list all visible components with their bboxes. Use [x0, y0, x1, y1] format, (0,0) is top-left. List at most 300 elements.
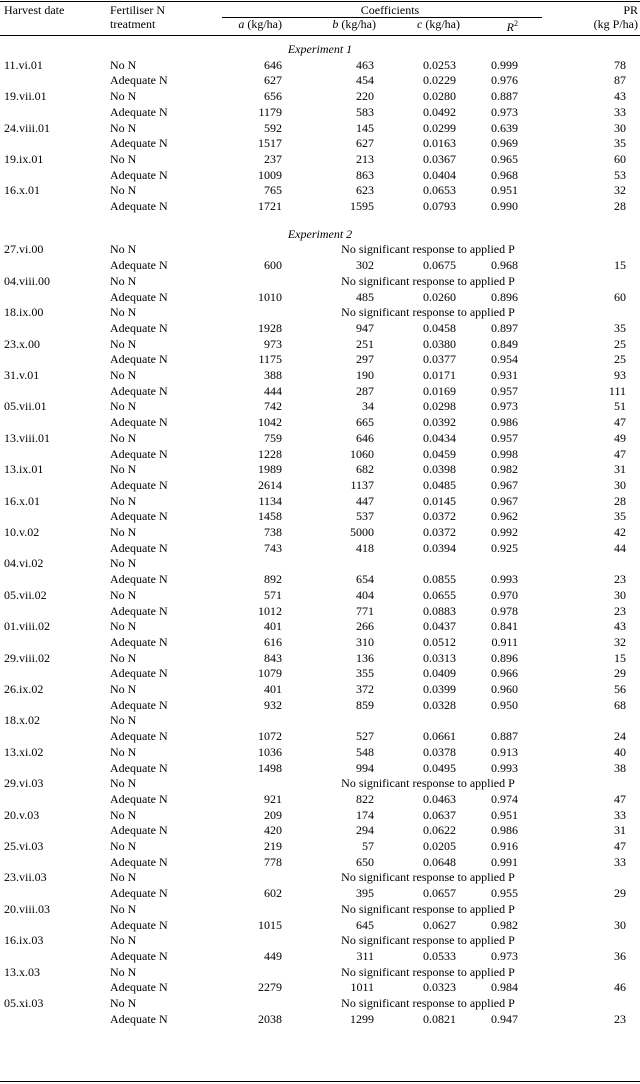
- treatment-cell: Adequate N: [110, 760, 168, 775]
- r2-cell: 0.982: [491, 917, 518, 932]
- c-cell: 0.0205: [423, 839, 456, 853]
- pr-cell: 111: [608, 383, 626, 398]
- r2-cell: 0.967: [491, 477, 518, 492]
- pr-cell: 29: [614, 886, 626, 901]
- pr-cell: 78: [614, 57, 626, 72]
- a-cell: 932: [264, 697, 282, 712]
- a-cell: 444: [264, 383, 282, 398]
- harvest-date: 16.x.01: [4, 183, 40, 198]
- treatment-cell: Adequate N: [110, 572, 168, 587]
- a-cell: 1175: [258, 352, 282, 367]
- a-cell: 2614: [258, 477, 282, 492]
- b-cell: 645: [356, 917, 374, 932]
- pr-cell: 87: [614, 73, 626, 88]
- treatment-cell: Adequate N: [110, 73, 168, 88]
- r2-cell: 0.998: [491, 446, 518, 461]
- r2-cell: 0.986: [491, 823, 518, 838]
- treatment-cell: Adequate N: [110, 352, 168, 367]
- c-cell: 0.0372: [423, 525, 456, 539]
- c-cell: 0.0409: [423, 666, 456, 681]
- r2-cell: 0.957: [491, 430, 518, 445]
- a-cell: 420: [264, 823, 282, 838]
- pr-cell: 30: [614, 477, 626, 492]
- pr-cell: 40: [614, 744, 626, 759]
- c-cell: 0.0653: [423, 183, 456, 198]
- a-cell: 627: [264, 73, 282, 88]
- b-cell: 650: [356, 854, 374, 869]
- c-cell: 0.0171: [423, 368, 456, 382]
- b-cell: 266: [356, 619, 374, 634]
- a-cell: 656: [264, 89, 282, 104]
- treatment-cell: Adequate N: [110, 199, 168, 213]
- c-cell: 0.0463: [423, 791, 456, 806]
- r2-cell: 0.999: [491, 57, 518, 72]
- c-cell: 0.0622: [423, 823, 456, 838]
- b-cell: 355: [356, 666, 374, 681]
- pr-cell: 47: [614, 791, 626, 806]
- treatment-cell: No N: [110, 89, 137, 104]
- b-cell: 57: [362, 839, 374, 853]
- a-cell: 1010: [258, 289, 282, 304]
- b-cell: 145: [356, 120, 374, 135]
- pr-cell: 15: [614, 258, 626, 273]
- harvest-date: 24.viii.01: [4, 120, 51, 135]
- c-cell: 0.0169: [423, 383, 456, 398]
- a-cell: 571: [264, 587, 282, 602]
- b-cell: 190: [356, 368, 374, 382]
- r2-cell: 0.955: [491, 886, 518, 901]
- header-b: b (kg/ha): [332, 17, 376, 31]
- treatment-cell: No N: [110, 462, 137, 477]
- c-cell: 0.0821: [423, 1011, 456, 1026]
- a-cell: 765: [264, 183, 282, 198]
- pr-cell: 29: [614, 666, 626, 681]
- b-cell: 537: [356, 509, 374, 524]
- a-cell: 388: [264, 368, 282, 382]
- pr-cell: 30: [614, 120, 626, 135]
- r2-cell: 0.931: [491, 368, 518, 382]
- treatment-cell: No N: [110, 151, 137, 166]
- b-cell: 1299: [350, 1011, 374, 1026]
- b-cell: 665: [356, 415, 374, 430]
- a-cell: 600: [264, 258, 282, 273]
- treatment-cell: Adequate N: [110, 415, 168, 430]
- c-cell: 0.0512: [423, 634, 456, 649]
- c-cell: 0.0380: [423, 336, 456, 351]
- treatment-cell: Adequate N: [110, 258, 168, 273]
- b-cell: 682: [356, 462, 374, 477]
- a-cell: 778: [264, 854, 282, 869]
- c-cell: 0.0399: [423, 682, 456, 696]
- c-cell: 0.0485: [423, 477, 456, 492]
- c-cell: 0.0434: [423, 430, 456, 445]
- c-cell: 0.0458: [423, 320, 456, 335]
- r2-cell: 0.973: [491, 399, 518, 414]
- b-cell: 418: [356, 540, 374, 555]
- harvest-date: 13.xi.02: [4, 744, 44, 759]
- pr-cell: 42: [614, 525, 626, 539]
- a-cell: 616: [264, 634, 282, 649]
- c-cell: 0.0229: [423, 73, 456, 88]
- b-cell: 583: [356, 104, 374, 119]
- r2-cell: 0.639: [491, 120, 518, 135]
- a-cell: 2279: [258, 980, 282, 995]
- treatment-cell: Adequate N: [110, 980, 168, 995]
- note-cell: No significant response to applied P: [341, 305, 515, 320]
- pr-cell: 24: [614, 729, 626, 744]
- pr-cell: 38: [614, 760, 626, 775]
- r2-cell: 0.954: [491, 352, 518, 367]
- header-r2: $R^2$: [506, 19, 518, 34]
- pr-cell: 53: [614, 167, 626, 182]
- b-cell: 294: [356, 823, 374, 838]
- c-cell: 0.0637: [423, 807, 456, 822]
- treatment-cell: Adequate N: [110, 104, 168, 119]
- a-cell: 1721: [258, 199, 282, 213]
- harvest-date: 26.ix.02: [4, 682, 44, 696]
- r2-cell: 0.951: [491, 183, 518, 198]
- pr-cell: 60: [614, 289, 626, 304]
- harvest-date: 31.v.01: [4, 368, 40, 382]
- r2-cell: 0.911: [491, 634, 518, 649]
- a-cell: 1009: [258, 167, 282, 182]
- treatment-cell: No N: [110, 839, 137, 853]
- pr-cell: 33: [614, 104, 626, 119]
- b-cell: 220: [356, 89, 374, 104]
- treatment-cell: No N: [110, 493, 137, 508]
- a-cell: 1989: [258, 462, 282, 477]
- c-cell: 0.0855: [423, 572, 456, 587]
- c-cell: 0.0533: [423, 948, 456, 963]
- treatment-cell: Adequate N: [110, 697, 168, 712]
- harvest-date: 23.vii.03: [4, 870, 47, 885]
- a-cell: 1498: [258, 760, 282, 775]
- r2-cell: 0.841: [491, 619, 518, 634]
- harvest-date: 19.vii.01: [4, 89, 47, 104]
- c-cell: 0.0675: [423, 258, 456, 273]
- treatment-cell: No N: [110, 242, 137, 257]
- c-cell: 0.0661: [423, 729, 456, 744]
- treatment-cell: No N: [110, 713, 137, 728]
- experiment-title: Experiment 2: [287, 226, 353, 241]
- r2-cell: 0.993: [491, 572, 518, 587]
- pr-cell: 25: [614, 336, 626, 351]
- r2-cell: 0.951: [491, 807, 518, 822]
- r2-cell: 0.990: [491, 199, 518, 213]
- b-cell: 994: [356, 760, 374, 775]
- b-cell: 251: [356, 336, 374, 351]
- a-cell: 219: [264, 839, 282, 853]
- pr-cell: 23: [614, 572, 626, 587]
- note-cell: No significant response to applied P: [341, 776, 515, 791]
- b-cell: 623: [356, 183, 374, 198]
- c-cell: 0.0459: [423, 446, 456, 461]
- c-cell: 0.0627: [423, 917, 456, 932]
- r2-cell: 0.960: [491, 682, 518, 696]
- harvest-date: 10.v.02: [4, 525, 40, 539]
- harvest-date: 27.vi.00: [4, 242, 44, 257]
- b-cell: 859: [356, 697, 374, 712]
- b-cell: 1060: [350, 446, 374, 461]
- c-cell: 0.0328: [423, 697, 456, 712]
- harvest-date: 13.ix.01: [4, 462, 44, 477]
- a-cell: 738: [264, 525, 282, 539]
- b-cell: 174: [356, 807, 374, 822]
- pr-cell: 60: [614, 151, 626, 166]
- treatment-cell: Adequate N: [110, 823, 168, 838]
- c-cell: 0.0377: [423, 352, 456, 367]
- note-cell: No significant response to applied P: [341, 870, 515, 885]
- treatment-cell: No N: [110, 587, 137, 602]
- b-cell: 548: [356, 744, 374, 759]
- harvest-date: 04.vi.02: [4, 556, 44, 571]
- harvest-date: 13.x.03: [4, 964, 40, 979]
- treatment-cell: No N: [110, 870, 137, 885]
- treatment-cell: No N: [110, 933, 137, 948]
- b-cell: 1011: [350, 980, 374, 995]
- c-cell: 0.0253: [423, 57, 456, 72]
- harvest-date: 13.viii.01: [4, 430, 51, 445]
- b-cell: 447: [356, 493, 374, 508]
- pr-cell: 32: [614, 634, 626, 649]
- pr-cell: 46: [614, 980, 626, 995]
- treatment-cell: No N: [110, 120, 137, 135]
- c-cell: 0.0323: [423, 980, 456, 995]
- b-cell: 34: [362, 399, 374, 414]
- harvest-date: 05.xi.03: [4, 996, 44, 1010]
- treatment-cell: No N: [110, 399, 137, 414]
- r2-cell: 0.849: [491, 336, 518, 351]
- treatment-cell: Adequate N: [110, 948, 168, 963]
- c-cell: 0.0495: [423, 760, 456, 775]
- treatment-cell: Adequate N: [110, 603, 168, 618]
- r2-cell: 0.993: [491, 760, 518, 775]
- header-c: c (kg/ha): [417, 17, 460, 31]
- c-cell: 0.0378: [423, 744, 456, 759]
- r2-cell: 0.978: [491, 603, 518, 618]
- r2-cell: 0.887: [491, 89, 518, 104]
- c-cell: 0.0655: [423, 587, 456, 602]
- b-cell: 654: [356, 572, 374, 587]
- r2-cell: 0.968: [491, 167, 518, 182]
- treatment-cell: No N: [110, 996, 137, 1010]
- a-cell: 1458: [258, 509, 282, 524]
- a-cell: 592: [264, 120, 282, 135]
- a-cell: 1036: [258, 744, 282, 759]
- c-cell: 0.0145: [423, 493, 456, 508]
- c-cell: 0.0648: [423, 854, 456, 869]
- b-cell: 297: [356, 352, 374, 367]
- r2-cell: 0.965: [491, 151, 518, 166]
- treatment-cell: No N: [110, 336, 137, 351]
- treatment-cell: No N: [110, 964, 137, 979]
- c-cell: 0.0280: [423, 89, 456, 104]
- treatment-cell: No N: [110, 556, 137, 571]
- treatment-cell: Adequate N: [110, 477, 168, 492]
- r2-cell: 0.947: [491, 1011, 518, 1026]
- treatment-cell: Adequate N: [110, 289, 168, 304]
- b-cell: 863: [356, 167, 374, 182]
- r2-cell: 0.913: [491, 744, 518, 759]
- r2-cell: 0.896: [491, 289, 518, 304]
- treatment-cell: Adequate N: [110, 917, 168, 932]
- harvest-date: 25.vi.03: [4, 839, 44, 853]
- note-cell: No significant response to applied P: [341, 242, 515, 257]
- harvest-date: 05.vii.02: [4, 587, 47, 602]
- a-cell: 743: [264, 540, 282, 555]
- b-cell: 310: [356, 634, 374, 649]
- a-cell: 1134: [258, 493, 282, 508]
- a-cell: 892: [264, 572, 282, 587]
- b-cell: 771: [356, 603, 374, 618]
- c-cell: 0.0299: [423, 120, 456, 135]
- pr-cell: 49: [614, 430, 626, 445]
- a-cell: 646: [264, 57, 282, 72]
- treatment-cell: No N: [110, 650, 137, 665]
- treatment-cell: Adequate N: [110, 136, 168, 151]
- b-cell: 646: [356, 430, 374, 445]
- note-cell: No significant response to applied P: [341, 273, 515, 288]
- a-cell: 921: [264, 791, 282, 806]
- treatment-cell: Adequate N: [110, 167, 168, 182]
- pr-cell: 68: [614, 697, 626, 712]
- pr-cell: 51: [614, 399, 626, 414]
- a-cell: 1228: [258, 446, 282, 461]
- harvest-date: 11.vi.01: [4, 57, 43, 72]
- a-cell: 759: [264, 430, 282, 445]
- pr-cell: 23: [614, 603, 626, 618]
- c-cell: 0.0793: [423, 199, 456, 213]
- treatment-cell: No N: [110, 682, 137, 696]
- harvest-date: 05.vii.01: [4, 399, 47, 414]
- r2-cell: 0.992: [491, 525, 518, 539]
- pr-cell: 31: [614, 462, 626, 477]
- pr-cell: 35: [614, 136, 626, 151]
- r2-cell: 0.950: [491, 697, 518, 712]
- treatment-cell: No N: [110, 183, 137, 198]
- pr-cell: 35: [614, 320, 626, 335]
- b-cell: 404: [356, 587, 374, 602]
- b-cell: 1595: [350, 199, 374, 213]
- a-cell: 843: [264, 650, 282, 665]
- a-cell: 1079: [258, 666, 282, 681]
- treatment-cell: No N: [110, 744, 137, 759]
- pr-cell: 30: [614, 587, 626, 602]
- b-cell: 287: [356, 383, 374, 398]
- a-cell: 237: [264, 151, 282, 166]
- header-pr-line1: PR: [623, 3, 638, 17]
- a-cell: 2038: [258, 1011, 282, 1026]
- header-treatment-line2: treatment: [110, 17, 156, 31]
- b-cell: 213: [356, 151, 374, 166]
- c-cell: 0.0394: [423, 540, 456, 555]
- r2-cell: 0.966: [491, 666, 518, 681]
- c-cell: 0.0298: [423, 399, 456, 414]
- a-cell: 742: [264, 399, 282, 414]
- r2-cell: 0.991: [491, 854, 518, 869]
- treatment-cell: No N: [110, 57, 137, 72]
- a-cell: 401: [264, 682, 282, 696]
- pr-cell: 33: [614, 854, 626, 869]
- treatment-cell: Adequate N: [110, 1011, 168, 1026]
- treatment-cell: Adequate N: [110, 540, 168, 555]
- b-cell: 136: [356, 650, 374, 665]
- harvest-date: 16.ix.03: [4, 933, 44, 948]
- c-cell: 0.0437: [423, 619, 456, 634]
- harvest-date: 18.x.02: [4, 713, 40, 728]
- pr-cell: 15: [614, 650, 626, 665]
- r2-cell: 0.897: [491, 320, 518, 335]
- note-cell: No significant response to applied P: [341, 901, 515, 916]
- treatment-cell: No N: [110, 901, 137, 916]
- r2-cell: 0.984: [491, 980, 518, 995]
- a-cell: 1042: [258, 415, 282, 430]
- treatment-cell: Adequate N: [110, 854, 168, 869]
- treatment-cell: Adequate N: [110, 634, 168, 649]
- harvest-date: 18.ix.00: [4, 305, 44, 320]
- b-cell: 822: [356, 791, 374, 806]
- pr-cell: 56: [614, 682, 626, 696]
- treatment-cell: No N: [110, 430, 137, 445]
- b-cell: 1137: [350, 477, 374, 492]
- a-cell: 1928: [258, 320, 282, 335]
- a-cell: 973: [264, 336, 282, 351]
- harvest-date: 16.x.01: [4, 493, 40, 508]
- a-cell: 1072: [258, 729, 282, 744]
- pr-cell: 31: [614, 823, 626, 838]
- harvest-date: 20.viii.03: [4, 901, 51, 916]
- r2-cell: 0.916: [491, 839, 518, 853]
- b-cell: 395: [356, 886, 374, 901]
- b-cell: 302: [356, 258, 374, 273]
- header-a: a (kg/ha): [238, 17, 282, 31]
- r2-cell: 0.896: [491, 650, 518, 665]
- treatment-cell: Adequate N: [110, 791, 168, 806]
- r2-cell: 0.967: [491, 493, 518, 508]
- a-cell: 1517: [258, 136, 282, 151]
- c-cell: 0.0657: [423, 886, 456, 901]
- b-cell: 527: [356, 729, 374, 744]
- a-cell: 1179: [258, 104, 282, 119]
- pr-cell: 43: [614, 619, 626, 634]
- c-cell: 0.0163: [423, 136, 456, 151]
- r2-cell: 0.982: [491, 462, 518, 477]
- c-cell: 0.0492: [423, 104, 456, 119]
- b-cell: 454: [356, 73, 374, 88]
- header-coefficients: Coefficients: [360, 3, 420, 17]
- treatment-cell: No N: [110, 525, 137, 539]
- pr-cell: 33: [614, 807, 626, 822]
- pr-cell: 47: [614, 415, 626, 430]
- r2-cell: 0.957: [491, 383, 518, 398]
- r2-cell: 0.973: [491, 948, 518, 963]
- r2-cell: 0.970: [491, 587, 518, 602]
- a-cell: 209: [264, 807, 282, 822]
- header-treatment-line1: Fertiliser N: [110, 3, 165, 17]
- harvest-date: 23.x.00: [4, 336, 40, 351]
- harvest-date: 19.ix.01: [4, 151, 44, 166]
- r2-cell: 0.973: [491, 104, 518, 119]
- bottom-rule: [0, 1081, 640, 1082]
- c-cell: 0.0313: [423, 650, 456, 665]
- c-cell: 0.0372: [423, 509, 456, 524]
- c-cell: 0.0398: [423, 462, 456, 477]
- treatment-cell: Adequate N: [110, 509, 168, 524]
- treatment-cell: Adequate N: [110, 666, 168, 681]
- treatment-cell: No N: [110, 619, 137, 634]
- treatment-cell: Adequate N: [110, 886, 168, 901]
- pr-cell: 47: [614, 839, 626, 853]
